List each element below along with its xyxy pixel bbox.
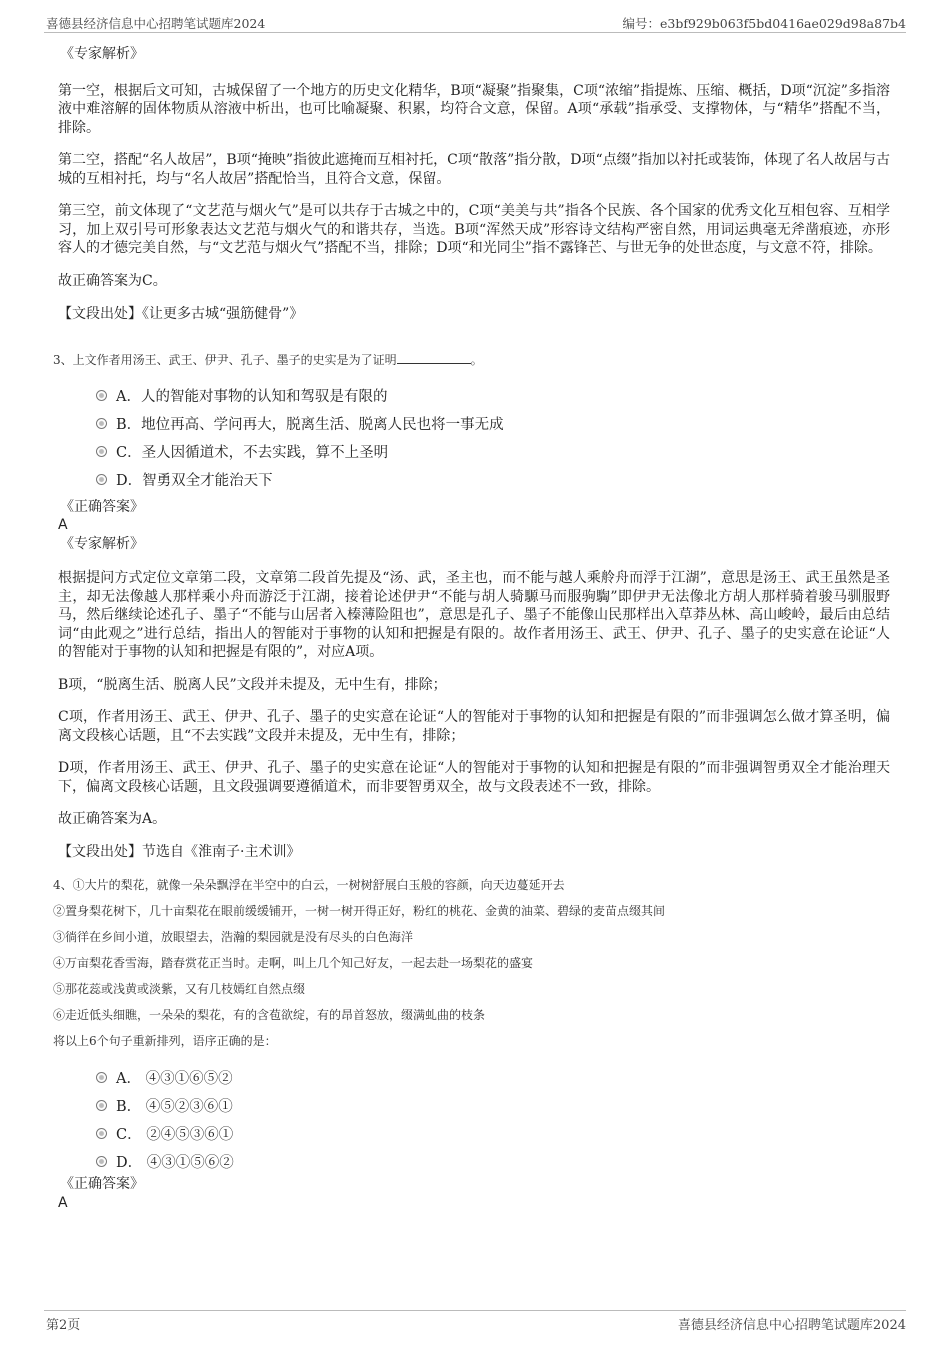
- option-label: A． ④③①⑥⑤②: [116, 1070, 233, 1087]
- q3-para-1: 根据提问方式定位文章第二段，文章第二段首先提及“汤、武，圣主也，而不能与越人乘舲舟而浮于江湖”，意思是汤王、武王虽然是圣主，却无法像越人那样乘小舟而游泛于江湖，接着论述伊尹“不能与胡人骑騵马而服驹騊”即伊尹无法像北方胡人那样骑着骏马驯服野马，然后继续论述孔子、墨子“不能与山居者入榛薄险阻也”，意思是孔子、墨子不能像山民那样出入草莽丛林、高山峻岭，最后由总结词“由此观之”进行总结，指出人的智能对于事物的认知和把握是有限的。故作者用汤王、武王、伊尹、孔子、墨子的史实意在论证“人的智能对于事物的认知和把握是有限的”，对应A项。: [58, 570, 890, 660]
- q4-answer: A: [58, 1194, 68, 1211]
- q2-conclusion: 故正确答案为C。: [58, 272, 167, 289]
- q4-prompt: 将以上6个句子重新排列，语序正确的是：: [53, 1034, 277, 1048]
- q4-option-d[interactable]: [96, 1147, 890, 1175]
- q3-answer: A: [58, 517, 68, 533]
- q2-para-3: 第三空，前文体现了“文艺范与烟火气”是可以共存于古城之中的，C项“美美与共”指各个民族、各个国家的优秀文化互相包容、互相学习，加上双引号可形象表达文艺范与烟火气的和谐共存，当选。B项“浑然天成”形容诗文结构严密自然，用词运典毫无斧凿痕迹，亦形容人的才德完美自然，与“文艺范与烟火气”搭配不当，排除；D项“和光同尘”指不露锋芒、与世无争的处世态度，与文意不符，排除。: [58, 203, 890, 256]
- header-title: 喜德县经济信息中心招聘笔试题库2024: [46, 16, 266, 31]
- header-doc-id: 编号：e3bf929b063f5bd0416ae029d98a87b4: [622, 16, 906, 31]
- page-header: [0, 0, 950, 32]
- option-label: D． ④③①⑤⑥②: [116, 1154, 234, 1171]
- q3-question-end: 。: [470, 352, 483, 367]
- option-label: B．地位再高、学问再大，脱离生活、脱离人民也将一事无成: [116, 417, 504, 433]
- q3-answer-title: 《正确答案》: [60, 498, 144, 515]
- q2-expert-title: 《专家解析》: [60, 46, 144, 62]
- q4-option-c[interactable]: [96, 1119, 890, 1147]
- q4-sentence-3: ③徜徉在乡间小道，放眼望去，浩瀚的梨园就是没有尽头的白色海洋: [53, 930, 414, 944]
- q4-sentence-6: ⑥走近低头细瞧，一朵朵的梨花，有的含苞欲绽，有的昂首怒放，缀满虬曲的枝条: [53, 1008, 486, 1022]
- page-footer: [0, 1310, 950, 1345]
- q3-source: 【文段出处】节选自《淮南子·主术训》: [58, 843, 301, 860]
- q4-sentence-4: ④万亩梨花香雪海，踏春赏花正当时。走啊，叫上几个知己好友，一起去赴一场梨花的盛宴: [53, 956, 534, 970]
- radio-icon[interactable]: [96, 1128, 107, 1139]
- q4-answer-title: 《正确答案》: [60, 1176, 144, 1192]
- q3-para-2: B项，“脱离生活、脱离人民”文段并未提及，无中生有，排除；: [58, 676, 447, 693]
- radio-icon[interactable]: [96, 474, 107, 485]
- q2-para-2: 第二空，搭配“名人故居”，B项“掩映”指彼此遮掩而互相衬托，C项“散落”指分散，D项“点缀”指加以衬托或装饰，体现了名人故居与古城的互相衬托，均与“名人故居”搭配恰当，且符合文意，保留。: [58, 152, 890, 187]
- page-number: 第2页: [46, 1318, 81, 1333]
- option-label: C．圣人因循道术，不去实践，算不上圣明: [116, 445, 389, 461]
- option-label: C． ②④⑤③⑥①: [116, 1126, 234, 1143]
- q2-para-1: 第一空，根据后文可知，古城保留了一个地方的历史文化精华，B项“凝聚”指聚集，C项“浓缩”指提炼、压缩、概括，D项“沉淀”多指溶液中难溶解的固体物质从溶液中析出，也可比喻凝聚、积累，均符合文意，保留。A项“承载”指承受、支撑物体，与“精华”搭配不当，排除。: [58, 82, 890, 136]
- q4-sentence-1: 4、①大片的梨花，就像一朵朵飘浮在半空中的白云，一树树舒展白玉般的容颜，向天边蔓延开去: [53, 878, 565, 892]
- q3-conclusion: 故正确答案为A。: [58, 811, 167, 827]
- radio-icon[interactable]: [96, 1156, 107, 1167]
- q3-option-c[interactable]: [96, 438, 890, 466]
- q4-sentence-2: ②置身梨花树下，几十亩梨花在眼前缓缓铺开，一树一树开得正好，粉红的桃花、金黄的油菜、碧绿的麦苗点缀其间: [53, 904, 666, 918]
- radio-icon[interactable]: [96, 1072, 107, 1083]
- answer-blank: [397, 353, 471, 364]
- radio-icon[interactable]: [96, 1100, 107, 1111]
- option-label: A．人的智能对事物的认知和驾驭是有限的: [116, 389, 388, 405]
- header-divider: [44, 32, 906, 33]
- radio-icon[interactable]: [96, 446, 107, 457]
- q4-option-a[interactable]: [96, 1063, 890, 1091]
- q3-option-b[interactable]: [96, 410, 890, 438]
- option-label: D．智勇双全才能治天下: [116, 473, 273, 489]
- q4-option-b[interactable]: [96, 1091, 890, 1119]
- radio-icon[interactable]: [96, 418, 107, 429]
- q3-para-3: C项，作者用汤王、武王、伊尹、孔子、墨子的史实意在论证“人的智能对于事物的认知和把握是有限的”而非强调怎么做才算圣明，偏离文段核心话题，且“不去实践”文段并未提及，无中生有，排除；: [58, 709, 890, 744]
- q3-para-4: D项，作者用汤王、武王、伊尹、孔子、墨子的史实意在论证“人的智能对于事物的认知和把握是有限的”而非强调智勇双全才能治理天下，偏离文段核心话题，且文段强调要遵循道术，而非要智勇双全，故与文段表述不一致，排除。: [58, 760, 890, 795]
- footer-title: 喜德县经济信息中心招聘笔试题库2024: [677, 1318, 906, 1333]
- q3-option-a[interactable]: [96, 382, 890, 410]
- q3-question-text: 3、上文作者用汤王、武王、伊尹、孔子、墨子的史实是为了证明: [53, 352, 397, 367]
- q4-sentence-5: ⑤那花蕊或浅黄或淡紫，又有几枝嫣红自然点缀: [53, 982, 306, 996]
- option-label: B． ④⑤②③⑥①: [116, 1098, 233, 1115]
- q3-option-d[interactable]: [96, 466, 890, 494]
- radio-icon[interactable]: [96, 390, 107, 401]
- footer-divider: [44, 1310, 906, 1311]
- q3-question: [53, 352, 885, 368]
- page-content: [53, 45, 890, 1212]
- q2-source: 【文段出处】《让更多古城“强筋健骨”》: [58, 306, 304, 322]
- q3-expert-title: 《专家解析》: [60, 535, 144, 552]
